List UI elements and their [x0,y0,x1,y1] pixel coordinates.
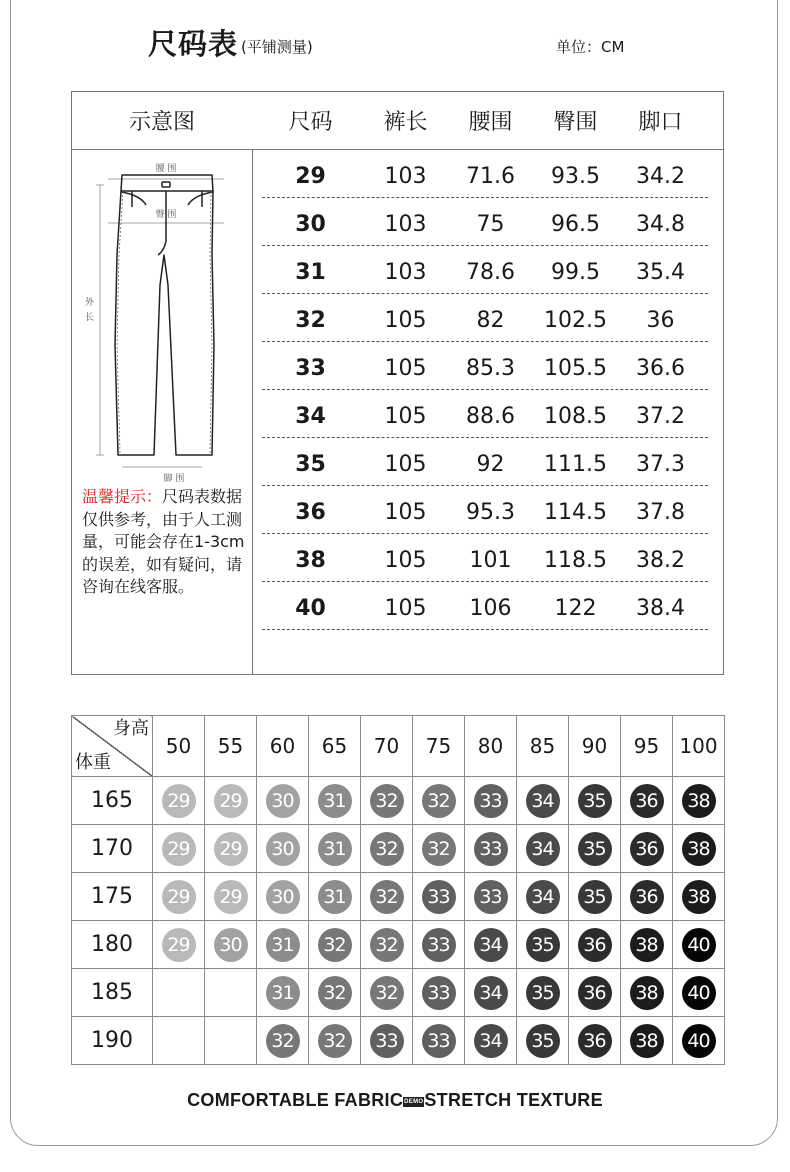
outer-length-label-bottom: 长 [85,313,95,323]
grid-cell [517,777,569,825]
grid-cell [517,969,569,1017]
grid-cell [361,921,413,969]
size-badge: 32 [370,880,404,914]
size-badge: 36 [630,784,664,818]
grid-cell [257,873,309,921]
footer-right: STRETCH TEXTURE [424,1090,603,1110]
size-row [262,197,708,246]
pants-diagram [82,155,252,485]
column-header-diagram: 示意图 [128,110,195,135]
grid-weight-label: 180 [72,921,153,969]
cell-hip: 122 [554,596,597,621]
grid-cell [465,921,517,969]
size-badge: 33 [422,880,456,914]
grid-cell [413,825,465,873]
grid-cell [621,873,673,921]
cell-hem: 37.8 [636,500,685,525]
cell-size: 32 [295,308,326,333]
size-badge: 29 [162,880,196,914]
grid-cell [465,873,517,921]
grid-cell [569,825,621,873]
grid-row [72,921,725,969]
size-tip [82,486,247,599]
grid-cell [257,1017,309,1065]
grid-cell [569,969,621,1017]
corner-weight-label: 体重 [75,752,111,773]
size-badge: 34 [474,928,508,962]
grid-cell [621,969,673,1017]
diagram-column [72,149,253,674]
size-badge: 40 [682,976,716,1010]
grid-cell [465,825,517,873]
grid-weight-label: 175 [72,873,153,921]
column-header-hip: 臀围 [553,110,598,135]
grid-cell [569,873,621,921]
size-badge: 35 [526,976,560,1010]
size-badge: 32 [318,1024,352,1058]
size-row [262,293,708,342]
grid-cell [309,921,361,969]
size-badge: 35 [526,928,560,962]
size-badge: 34 [526,880,560,914]
grid-cell [413,873,465,921]
size-badge: 34 [474,1024,508,1058]
grid-cell [673,969,725,1017]
cell-hem: 36 [646,308,675,333]
grid-cell [361,873,413,921]
grid-cell [465,969,517,1017]
size-row [262,581,708,630]
cell-hem: 37.2 [636,404,685,429]
cell-waist: 88.6 [466,404,515,429]
size-badge: 29 [214,784,248,818]
grid-cell [465,777,517,825]
grid-height-header: 70 [361,716,413,777]
size-badge: 33 [422,1024,456,1058]
cell-hem: 34.2 [636,164,685,189]
size-badge: 31 [318,880,352,914]
cell-size: 34 [295,404,326,429]
grid-cell [517,825,569,873]
footer-left: COMFORTABLE FABRIC [187,1090,404,1110]
grid-cell [621,825,673,873]
cell-hip: 105.5 [544,356,607,381]
grid-cell [205,969,257,1017]
size-badge: 32 [370,784,404,818]
grid-cell [205,777,257,825]
size-badge: 34 [474,976,508,1010]
size-badge: 36 [630,880,664,914]
size-badge: 38 [630,1024,664,1058]
cell-hip: 114.5 [544,500,607,525]
cell-hem: 36.6 [636,356,685,381]
grid-cell [361,969,413,1017]
cell-length: 105 [384,596,427,621]
cell-waist: 92 [476,452,505,477]
grid-cell [413,921,465,969]
grid-cell [361,777,413,825]
column-header-size: 尺码 [288,110,333,135]
size-badge: 32 [266,1024,300,1058]
size-badge: 31 [318,832,352,866]
hip-label: 臀 围 [155,210,177,220]
grid-height-header: 100 [673,716,725,777]
size-badge: 29 [162,784,196,818]
cell-waist: 82 [476,308,505,333]
size-badge: 34 [526,832,560,866]
footer-badge: DEMO [404,1099,424,1105]
cell-length: 105 [384,308,427,333]
grid-row [72,969,725,1017]
size-badge: 33 [474,832,508,866]
grid-row [72,825,725,873]
size-badge: 33 [422,976,456,1010]
grid-row [72,873,725,921]
cell-waist: 101 [469,548,512,573]
grid-cell [517,873,569,921]
grid-height-header: 55 [205,716,257,777]
waist-label: 腰 围 [155,164,177,174]
cell-waist: 75 [476,212,505,237]
grid-cell [517,921,569,969]
grid-cell [257,777,309,825]
grid-cell [153,873,205,921]
cell-waist: 95.3 [466,500,515,525]
cell-hem: 35.4 [636,260,685,285]
size-badge: 30 [266,832,300,866]
size-table [71,91,724,675]
column-header-hem: 脚口 [638,110,683,135]
column-header-length: 裤长 [383,110,428,135]
cell-hem: 37.3 [636,452,685,477]
cell-waist: 71.6 [466,164,515,189]
cell-length: 105 [384,356,427,381]
size-badge: 36 [630,832,664,866]
cell-hem: 38.2 [636,548,685,573]
cell-length: 105 [384,404,427,429]
size-badge: 33 [370,1024,404,1058]
grid-cell [205,1017,257,1065]
unit-label: 单位：CM [556,38,625,56]
cell-hip: 99.5 [551,260,600,285]
cell-hip: 118.5 [544,548,607,573]
cell-size: 40 [295,596,326,621]
cell-length: 103 [384,164,427,189]
size-badge: 32 [370,832,404,866]
size-badge: 30 [214,928,248,962]
cell-hip: 96.5 [551,212,600,237]
size-badge: 32 [422,784,456,818]
size-badge: 29 [162,832,196,866]
grid-cell [309,825,361,873]
tip-label: 温馨提示： [82,487,163,506]
size-badge: 36 [578,928,612,962]
cell-hem: 38.4 [636,596,685,621]
page-subtitle: (平铺测量) [241,38,313,56]
grid-weight-label: 190 [72,1017,153,1065]
size-row [262,533,708,582]
tip-text: 尺码表数据仅供参考，由于人工测量，可能会存在1-3cm的误差，如有疑问，请咨询在线客服。 [82,487,245,596]
fit-grid [71,715,725,1065]
grid-cell [413,1017,465,1065]
size-badge: 38 [682,784,716,818]
grid-cell [309,969,361,1017]
grid-height-header: 95 [621,716,673,777]
size-badge: 38 [682,880,716,914]
size-badge: 35 [578,784,612,818]
grid-height-header: 60 [257,716,309,777]
size-badge: 31 [318,784,352,818]
size-badge: 38 [630,928,664,962]
grid-cell [413,777,465,825]
size-badge: 32 [422,832,456,866]
outer-length-label-top: 外 [85,298,95,308]
footer-tagline [0,1090,790,1111]
grid-cell [153,825,205,873]
cell-size: 29 [295,164,326,189]
grid-cell [569,921,621,969]
size-badge: 29 [162,928,196,962]
size-badge: 29 [214,880,248,914]
cell-hip: 108.5 [544,404,607,429]
grid-cell [673,873,725,921]
grid-cell [361,1017,413,1065]
size-badge: 33 [474,880,508,914]
grid-cell [309,1017,361,1065]
grid-height-header: 90 [569,716,621,777]
cell-size: 31 [295,260,326,285]
grid-cell [205,825,257,873]
size-badge: 40 [682,1024,716,1058]
grid-cell [153,921,205,969]
page-title: 尺码表 [148,27,239,61]
size-badge: 30 [266,784,300,818]
grid-height-header: 85 [517,716,569,777]
cell-waist: 78.6 [466,260,515,285]
size-badge: 34 [526,784,560,818]
grid-cell [309,777,361,825]
grid-height-header: 50 [153,716,205,777]
cell-size: 33 [295,356,326,381]
size-badge: 35 [578,832,612,866]
size-row [262,389,708,438]
grid-cell [465,1017,517,1065]
size-badge: 36 [578,1024,612,1058]
size-badge: 32 [318,928,352,962]
grid-cell [309,873,361,921]
grid-cell [673,921,725,969]
size-row [262,149,708,198]
size-badge: 31 [266,928,300,962]
size-badge: 32 [370,976,404,1010]
grid-row [72,1017,725,1065]
grid-weight-label: 170 [72,825,153,873]
size-badge: 33 [474,784,508,818]
cell-size: 38 [295,548,326,573]
column-header-waist: 腰围 [468,110,513,135]
size-badge: 38 [630,976,664,1010]
size-table-header [72,92,723,150]
size-badge: 29 [214,832,248,866]
grid-cell [205,873,257,921]
grid-cell [621,777,673,825]
cell-length: 103 [384,260,427,285]
size-row [262,485,708,534]
size-badge: 32 [370,928,404,962]
grid-cell [569,1017,621,1065]
size-badge: 31 [266,976,300,1010]
grid-cell [205,921,257,969]
grid-corner [72,716,153,777]
cell-length: 105 [384,452,427,477]
cell-hip: 102.5 [544,308,607,333]
grid-cell [621,921,673,969]
cell-size: 35 [295,452,326,477]
cell-hip: 93.5 [551,164,600,189]
grid-header-row [72,716,725,777]
size-row [262,437,708,486]
grid-cell [153,777,205,825]
size-row [262,341,708,390]
grid-cell [153,969,205,1017]
grid-row [72,777,725,825]
grid-weight-label: 165 [72,777,153,825]
grid-cell [569,777,621,825]
grid-cell [153,1017,205,1065]
grid-cell [257,921,309,969]
size-badge: 33 [422,928,456,962]
cell-hem: 34.8 [636,212,685,237]
grid-cell [673,825,725,873]
grid-weight-label: 185 [72,969,153,1017]
cell-hip: 111.5 [544,452,607,477]
grid-height-header: 75 [413,716,465,777]
size-badge: 36 [578,976,612,1010]
size-badge: 32 [318,976,352,1010]
grid-cell [517,1017,569,1065]
grid-cell [413,969,465,1017]
size-badge: 38 [682,832,716,866]
cell-length: 105 [384,548,427,573]
grid-cell [621,1017,673,1065]
size-row [262,245,708,294]
cell-size: 36 [295,500,326,525]
size-badge: 30 [266,880,300,914]
grid-cell [673,777,725,825]
grid-cell [673,1017,725,1065]
cell-length: 103 [384,212,427,237]
grid-cell [257,969,309,1017]
size-badge: 35 [578,880,612,914]
cell-length: 105 [384,500,427,525]
cell-size: 30 [295,212,326,237]
size-badge: 35 [526,1024,560,1058]
grid-cell [361,825,413,873]
cell-waist: 106 [469,596,512,621]
grid-height-header: 80 [465,716,517,777]
corner-height-label: 身高 [113,718,149,739]
cell-waist: 85.3 [466,356,515,381]
size-badge: 40 [682,928,716,962]
grid-cell [257,825,309,873]
grid-height-header: 65 [309,716,361,777]
hem-label: 脚 围 [163,474,185,484]
